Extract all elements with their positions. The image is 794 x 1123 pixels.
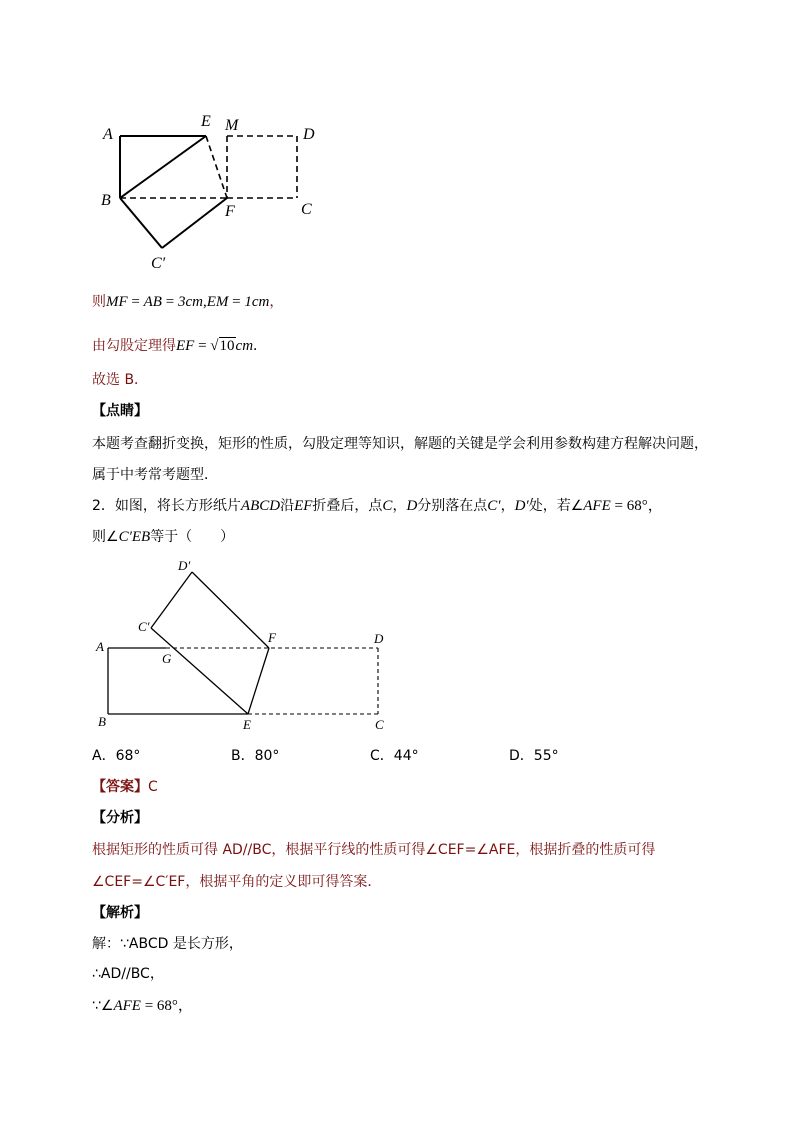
- section-jiexi: 【解析】: [92, 905, 148, 921]
- math-1cm: 1cm: [244, 294, 270, 310]
- label-Cprime: C′: [151, 255, 166, 272]
- segment-BE: [120, 136, 206, 198]
- label-Cprime: C′: [138, 619, 150, 634]
- segment-EF-dashed: [206, 136, 227, 198]
- label-G: G: [162, 651, 172, 666]
- label-D: D: [374, 631, 384, 646]
- option-c-value: 44°: [393, 748, 419, 764]
- text1-suffix: ，: [269, 294, 284, 310]
- segment-BCp: [120, 198, 162, 248]
- label-D: D: [303, 126, 315, 143]
- math-radicand: 10: [219, 338, 235, 354]
- figure-2-folded-rectangle: [88, 556, 408, 742]
- answer-label: 【答案】: [92, 779, 148, 795]
- jiexi-line3-a: ∵∠: [92, 998, 114, 1014]
- option-d-value: 55°: [533, 748, 559, 764]
- math-ef-q2: EF: [294, 498, 313, 514]
- math-abcd: ABCD: [240, 498, 281, 514]
- text2-suffix: ．: [253, 338, 268, 354]
- answer: [92, 776, 158, 798]
- fenxi-line-1: 根据矩形的性质可得 AD//BC，根据平行线的性质可得∠CEF=∠AFE，根据折叠的性质可得: [92, 842, 656, 858]
- math-dprime: D′: [514, 498, 529, 514]
- label-C: C: [301, 201, 312, 218]
- option-c: [370, 745, 419, 767]
- dianjing-line-1: 本题考查翻折变换，矩形的性质，勾股定理等知识，解题的关键是学会利用参数构建方程解决问题，: [92, 436, 708, 452]
- option-b: [231, 745, 279, 767]
- math-ef: EF: [176, 338, 195, 354]
- math-c: C: [382, 498, 393, 514]
- label-A: A: [103, 126, 113, 143]
- option-a-value: 68°: [115, 748, 141, 764]
- math-3cm: 3cm: [177, 294, 203, 310]
- option-c-letter: C．: [370, 748, 394, 764]
- option-a-letter: A．: [92, 748, 116, 764]
- segment-DpF: [192, 572, 269, 648]
- q2-text-f: = 68°，: [610, 498, 663, 514]
- option-d: [509, 745, 559, 767]
- q2-comma-2: ，: [500, 498, 515, 514]
- label-A: A: [96, 639, 104, 654]
- option-b-value: 80°: [254, 748, 280, 764]
- figure-1-folded-rectangle: [95, 110, 335, 280]
- math-em: EM: [206, 294, 229, 310]
- label-C: C: [375, 717, 384, 732]
- text-choose-b: 故选 B．: [92, 372, 149, 388]
- q2-text-b: 沿: [280, 498, 295, 514]
- math-afe: AFE: [583, 498, 611, 514]
- q2-text-c: 折叠后，点: [312, 498, 383, 514]
- option-d-letter: D．: [509, 748, 534, 764]
- fenxi-line-2: ∠CEF=∠C′EF，根据平角的定义即可得答案．: [92, 874, 382, 890]
- q2-line2-b: 等于（ ）: [150, 529, 235, 545]
- label-E: E: [243, 717, 251, 732]
- label-F: F: [268, 630, 276, 645]
- text-pythagorean: 由勾股定理得EF = √10cm．: [92, 338, 268, 354]
- q2-line2-a: 则∠: [92, 529, 119, 545]
- question-2-line-1: [92, 495, 663, 517]
- label-B: B: [98, 714, 106, 729]
- label-M: M: [225, 117, 239, 134]
- jiexi-line3-b: = 68°，: [140, 998, 193, 1014]
- label-E: E: [201, 113, 211, 130]
- question-2-line-2: [92, 526, 234, 548]
- math-afe-jiexi: AFE: [113, 998, 141, 1014]
- math-d: D: [406, 498, 418, 514]
- segment-FE: [248, 648, 269, 714]
- jiexi-line-1: 解：∵ABCD 是长方形，: [92, 936, 243, 952]
- jiexi-line-2: ∴AD//BC，: [92, 966, 164, 982]
- dianjing-line-2: 属于中考常考题型．: [92, 467, 218, 483]
- jiexi-line-3: [92, 995, 193, 1017]
- math-cpeb: C′EB: [118, 529, 151, 545]
- math-ab: AB: [143, 294, 162, 310]
- math-cm: cm: [235, 338, 254, 354]
- option-b-letter: B．: [231, 748, 255, 764]
- label-B: B: [101, 192, 111, 209]
- text2-prefix: 由勾股定理得: [92, 338, 176, 354]
- section-dianjing: 【点睛】: [92, 403, 148, 419]
- answer-value: C: [148, 779, 158, 795]
- text1-prefix: 则: [92, 294, 106, 310]
- section-fenxi: 【分析】: [92, 810, 148, 826]
- q2-text-d: 分别落在点: [417, 498, 488, 514]
- q2-comma-1: ，: [392, 498, 407, 514]
- label-F: F: [225, 203, 235, 220]
- q2-text-a: 2．如图，将长方形纸片: [92, 498, 241, 514]
- option-a: [92, 745, 140, 767]
- segment-CpE: [151, 628, 248, 714]
- math-mf: MF: [106, 294, 128, 310]
- segment-CpDp: [151, 572, 192, 628]
- segment-CpF: [162, 198, 227, 248]
- math-cprime: C′: [487, 498, 501, 514]
- label-Dprime: D′: [178, 558, 191, 573]
- q2-text-e: 处，若∠: [528, 498, 584, 514]
- text-mf-equals-ab: 则MF = AB = 3cm,EM = 1cm，: [92, 294, 284, 310]
